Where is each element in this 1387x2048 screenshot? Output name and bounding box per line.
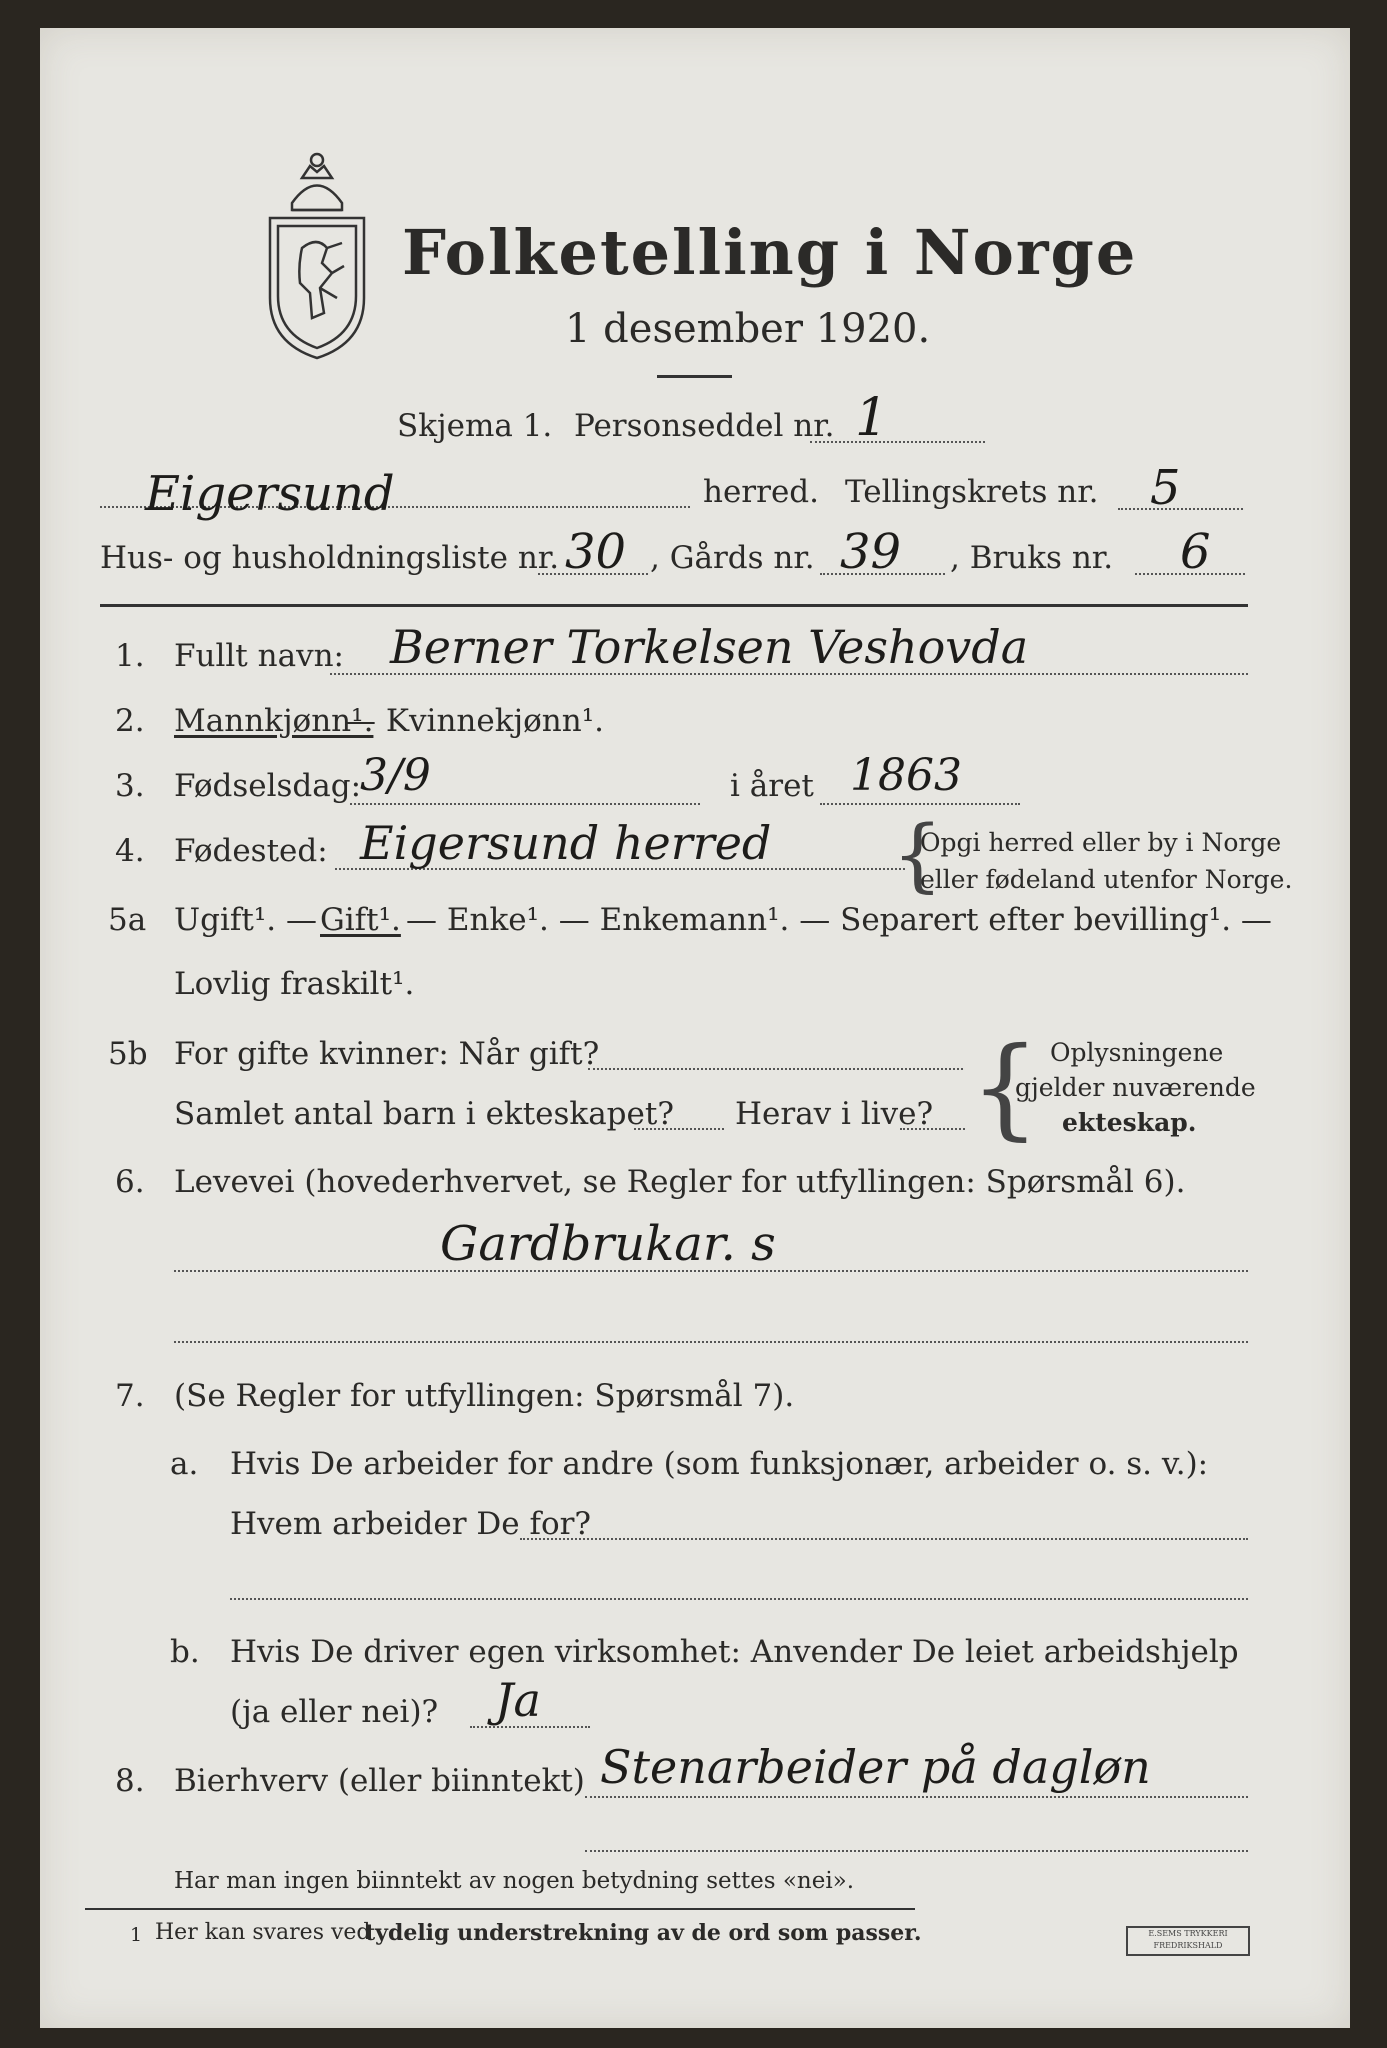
q1-label: Fullt navn:	[174, 638, 344, 674]
footnote-number: 1	[130, 1924, 143, 1946]
q7b-label-line1: Hvis De driver egen virksomhet: Anvender De leiet arbeidshjelp	[230, 1634, 1239, 1670]
q3-number: 3.	[115, 768, 145, 804]
q5b-married-line	[588, 1068, 963, 1070]
gards-value: 39	[840, 524, 902, 580]
q6-line2	[174, 1341, 1248, 1343]
bruks-label: , Bruks nr.	[950, 540, 1114, 576]
q4-note-line1: Opgi herred eller by i Norge	[920, 828, 1282, 857]
q5a-number: 5a	[108, 902, 147, 938]
q5b-married-label: For gifte kvinner: Når gift?	[174, 1036, 600, 1072]
header-rule	[100, 604, 1248, 607]
q3-value: 3/9	[360, 750, 431, 801]
q2-number: 2.	[115, 703, 145, 739]
q8-line1	[585, 1796, 1248, 1798]
q8-value: Stenarbeider på dagløn	[600, 1740, 1151, 1794]
q3-year-value: 1863	[850, 750, 962, 801]
husliste-value: 30	[565, 524, 627, 580]
footnote-text-a: Her kan svares ved	[155, 1920, 371, 1945]
q6-value: Gardbrukar. s	[440, 1216, 776, 1272]
q5b-note-line1: Oplysningene	[1050, 1038, 1224, 1067]
norwegian-coat-of-arms-icon	[262, 148, 372, 363]
q8-number: 8.	[115, 1763, 145, 1799]
q5b-number: 5b	[108, 1036, 148, 1072]
q5b-brace: {	[970, 1023, 1040, 1151]
q5a-other-options: — Enke¹. — Enkemann¹. — Separert efter bevilling¹. —	[406, 902, 1272, 938]
q4-number: 4.	[115, 833, 145, 869]
q4-label: Fødested:	[174, 833, 328, 869]
q7a-letter: a.	[170, 1446, 199, 1482]
herred-label: herred.	[703, 474, 819, 510]
footnote-text-b: tydelig understrekning av de ord som passer.	[365, 1920, 922, 1946]
q4-value: Eigersund herred	[360, 816, 772, 870]
q2-female-option: — Kvinnekjønn¹.	[345, 703, 604, 739]
q7b-label-line2: (ja eller nei)?	[230, 1694, 439, 1730]
q5b-alive-line	[900, 1128, 965, 1130]
herred-value: Eigersund	[145, 466, 395, 522]
q5a-fraskilt-option: Lovlig fraskilt¹.	[174, 966, 415, 1002]
q6-number: 6.	[115, 1164, 145, 1200]
q5b-children-label: Samlet antal barn i ekteskapet?	[174, 1096, 674, 1132]
q5b-alive-label: Herav i live?	[735, 1096, 934, 1132]
q4-note-line2: eller fødeland utenfor Norge.	[920, 865, 1293, 894]
q3-year-label: i året	[730, 768, 814, 804]
personseddel-line	[810, 441, 985, 443]
q5b-children-line	[634, 1128, 724, 1130]
q7b-letter: b.	[170, 1634, 200, 1670]
title-divider	[657, 375, 732, 378]
q7-number: 7.	[115, 1378, 145, 1414]
q7a-label-line2: Hvem arbeider De for?	[230, 1506, 592, 1542]
q7-label: (Se Regler for utfyllingen: Spørsmål 7).	[174, 1378, 795, 1414]
q8-label: Bierhverv (eller biinntekt)	[174, 1763, 585, 1799]
footnote-rule	[85, 1908, 915, 1910]
q3-label: Fødselsdag:	[174, 768, 362, 804]
personseddel-label: Personseddel nr.	[574, 408, 835, 444]
q2-male-option: Mannkjønn¹.	[174, 703, 374, 739]
q5a-ugift-option: Ugift¹. —	[174, 902, 317, 938]
printer-stamp: E.SEMS TRYKKERI FREDRIKSHALD	[1126, 1926, 1250, 1956]
q1-value: Berner Torkelsen Veshovda	[390, 620, 1029, 674]
q1-number: 1.	[115, 638, 145, 674]
q7a-line1	[520, 1538, 1248, 1540]
form-title: Folketelling i Norge	[402, 216, 1138, 289]
personseddel-value: 1	[855, 388, 889, 448]
husliste-label: Hus- og husholdningsliste nr.	[100, 540, 560, 576]
census-date: 1 desember 1920.	[565, 306, 931, 352]
q5a-gift-option: Gift¹.	[320, 902, 401, 938]
tellingskrets-value: 5	[1150, 460, 1181, 516]
skjema-label: Skjema 1.	[397, 408, 553, 444]
q8-note: Har man ingen biinntekt av nogen betydning settes «nei».	[174, 1868, 855, 1894]
q7a-line2	[230, 1598, 1248, 1600]
q8-line2	[585, 1850, 1248, 1852]
q7a-label-line1: Hvis De arbeider for andre (som funksjonær, arbeider o. s. v.):	[230, 1446, 1209, 1482]
gards-label: , Gårds nr.	[650, 540, 815, 576]
q3-year-line	[820, 803, 1020, 805]
q5b-note-line2: gjelder nuværende	[1015, 1073, 1256, 1102]
q3-line	[350, 803, 700, 805]
q7b-value: Ja	[495, 1673, 541, 1727]
q4-brace: {	[892, 808, 943, 901]
q5b-note-line3: ekteskap.	[1062, 1108, 1197, 1137]
tellingskrets-label: Tellingskrets nr.	[845, 474, 1099, 510]
bruks-value: 6	[1180, 524, 1211, 580]
q6-label: Levevei (hovederhvervet, se Regler for utfyllingen: Spørsmål 6).	[174, 1164, 1186, 1200]
census-form-page	[40, 28, 1350, 2028]
